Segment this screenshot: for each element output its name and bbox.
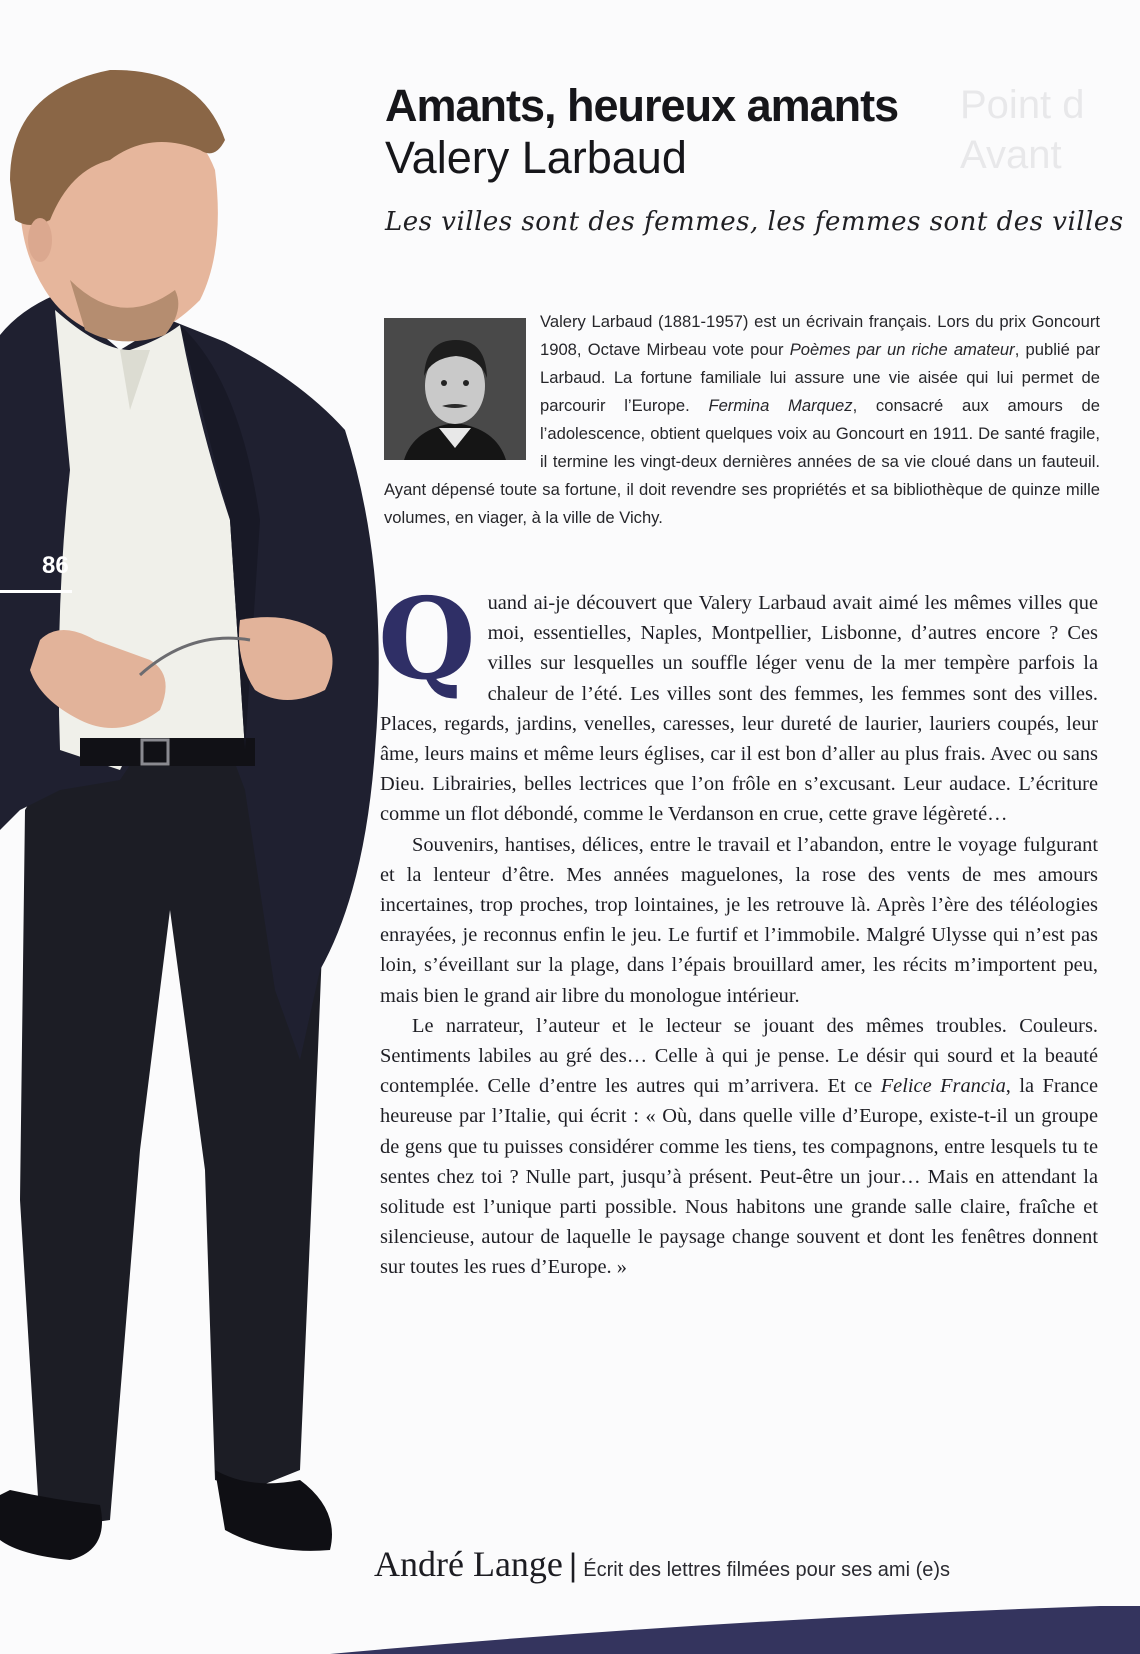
author-separator: |: [568, 1547, 578, 1583]
paragraph-1: Quand ai-je découvert que Valery Larbaud avait aimé les mêmes villes que moi, essentielles, Naples, Montpellier, Lisbonne, d’autres encore ? Ces villes sur lesquelles un souffle léger venu de la mer tempère parfois la chaleur de l’été. Les villes sont des femmes, les femmes sont des villes. Places, regards, jardins, venelles, caresses, leur dureté de laurier, lauriers coupés, leur âme, leurs mains et même leurs églises, car il est bon d’aller au plus frais. Avec ou sans Dieu. Librairies, belles lectrices que l’on frôle en s’excusant. Leur audace. L’écriture comme un flot débondé, comme le Verdanson en crue, cette grave légèreté…: [378, 574, 1098, 826]
author-description: Écrit des lettres filmées pour ses ami (e)s: [583, 1559, 951, 1581]
article-title: Amants, heureux amants: [385, 80, 899, 131]
author-line: [374, 1543, 950, 1585]
article-body: [378, 574, 1098, 1283]
drop-cap: Q: [378, 574, 476, 705]
page-number-rule: [0, 590, 72, 593]
paragraph-3: Le narrateur, l’auteur et le lecteur se jouant des mêmes troubles. Couleurs. Sentiments labiles au gré des… Celle à qui je pense. Le désir qui sourd et la beauté contemplée. Celle d’entre les autres qui m’arrivera. Et ce Felice Francia, la France heureuse par l’Italie, qui écrit : « Où, dans quelle ville d’Europe, existe-t-il un groupe de gens que tu puisses considérer comme les tiens, tes compagnons, entre lesquels tu te sentes chez toi ? Nulle part, jusqu’à présent. Peut-être un jour… Mais en attendant la solitude est l’unique parti possible. Nous habitons une grande salle claire, fraîche et silencieuse, autour de laquelle le paysage change souvent et dont les fenêtres donnent sur toutes les rues d’Europe. »: [380, 1014, 1098, 1279]
article-subtitle: Valery Larbaud: [385, 132, 687, 183]
author-name: André Lange: [374, 1544, 563, 1584]
show-through-text: Point d Avant: [960, 83, 1085, 177]
handwritten-quote: Les villes sont des femmes, les femmes sont des villes: [385, 207, 1124, 237]
biography-text: Valery Larbaud (1881-1957) est un écrivain français. Lors du prix Goncourt 1908, Octave Mirbeau vote pour Poèmes par un riche amateur, publié par Larbaud. La fortune familiale lui assure une vie aisée qui lui permet de parcourir l’Europe. Fermina Marquez, consacré aux amours de l’adolescence, obtient quelques voix au Goncourt en 1911. De santé fragile, il termine les vingt-deux dernières années de sa vie cloué dans un fauteuil. Ayant dépensé toute sa fortune, il doit revendre ses propriétés et sa bibliothèque de quinze mille volumes, en viager, à la ville de Vichy.: [384, 312, 1100, 527]
paragraph-2: Souvenirs, hantises, délices, entre le travail et l’abandon, entre le voyage fulgurant et la lenteur d’être. Mes années maguelones, la rose des vents de mes amours incertaines, trop proches, trop lointaines, je les retrouve là. Après l’ère des téléologies enrayées, je reconnus enfin le jeu. Le furtif et l’immobile. Malgré Ulysse qui n’est pas loin, s’éveillant sur la plage, dans l’épais brouillard amer, les récits m’importent peu, mais bien le grand air libre du monologue intérieur.: [380, 833, 1098, 1007]
author-photo: [0, 50, 400, 1654]
page-number: 86: [42, 552, 69, 579]
bottom-color-band: [0, 1600, 1140, 1654]
